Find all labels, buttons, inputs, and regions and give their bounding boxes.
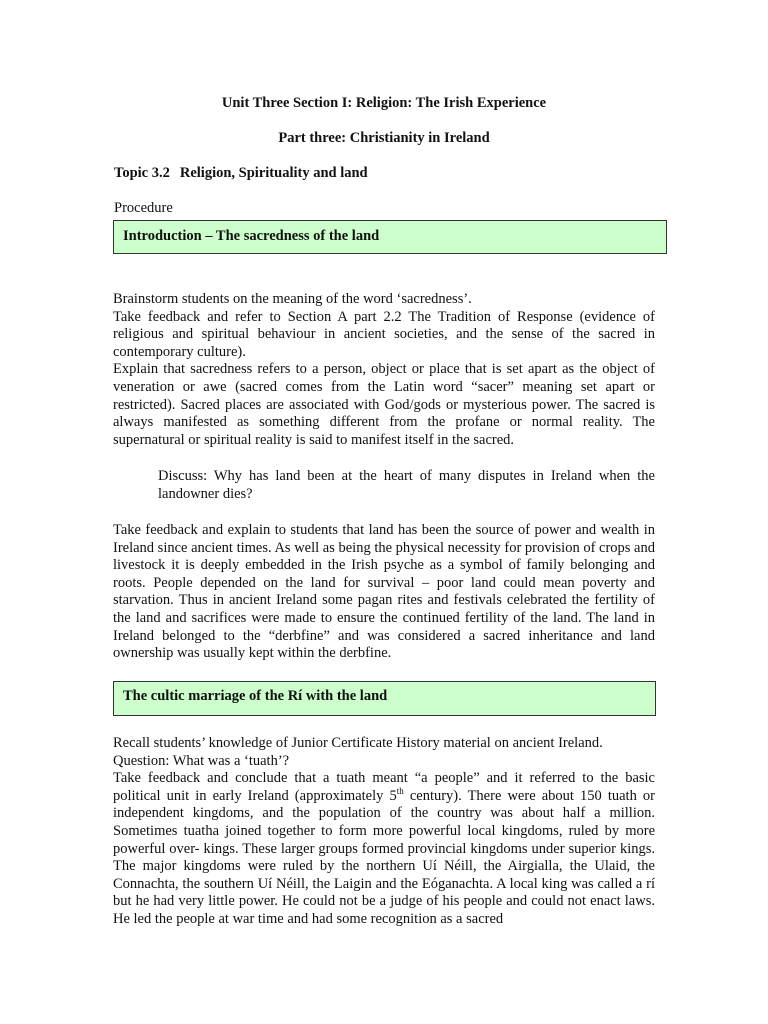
topic-title: Religion, Spirituality and land	[179, 165, 368, 181]
topic-number: Topic 3.2	[114, 165, 170, 181]
superscript: th	[396, 785, 404, 796]
paragraph: Brainstorm students on the meaning of the word ‘sacredness’.	[113, 291, 472, 307]
section-box-title: The cultic marriage of the Rí with the land	[123, 688, 388, 704]
paragraph: Take feedback and refer to Section A part 2.2 The Tradition of Response (evidence of religious and spiritual behaviour in ancient societies, and the sense of the sacred in contemporary culture).	[113, 308, 655, 360]
section-land-text: Take feedback and explain to students that land has been the source of power and wealth in Ireland since ancient times. As well as being the physical necessity for provision of crops and livestock it is deeply embedded in the Irish psyche as a symbol of family belonging and roots. People depended on the land for survival – poor land could mean poverty and starvation. Thus in ancient Ireland some pagan rites and festivals celebrated the fertility of the land and sacrifices were made to ensure the continued fertility of the land. The land in Ireland belonged to the “derbfine” and was considered a sacred inheritance and land ownership was usually kept within the derbfine.	[113, 522, 655, 662]
text-run: Take feedback and conclude that a tuath meant “a people” and it referred to the basic political unit in early Ireland (approximately 5	[113, 770, 655, 804]
paragraph	[113, 770, 655, 928]
section-box-title: Introduction – The sacredness of the land	[123, 228, 380, 244]
paragraph: Question: What was a ‘tuath’?	[113, 752, 290, 769]
topic-heading	[114, 165, 368, 182]
paragraph: Recall students’ knowledge of Junior Certificate History material on ancient Ireland.	[113, 735, 603, 751]
discuss-prompt: Discuss: Why has land been at the heart of many disputes in Ireland when the landowner dies?	[158, 468, 655, 502]
text-run: century). There were about 150 tuath or independent kingdoms, and the population of the country was about half a million. Sometimes tuatha joined together to form more powerful local kingdoms, ruled by more powerful over- kings. These larger groups formed provincial kingdoms under superior kings. The major kingdoms were ruled by the northern Uí Néill, the Airgialla, the Ulaid, the Connachta, the southern Uí Néill, the Laigin and the Eóganachta. A local king was called a rí but he had very little power. He could not be a judge of his people and could not enact laws. He led the people at war time and had some recognition as a sacred	[113, 787, 656, 927]
part-heading: Part three: Christianity in Ireland	[278, 130, 490, 146]
paragraph: Explain that sacredness refers to a person, object or place that is set apart as the object of veneration or awe (sacred comes from the Latin word “sacer” meaning set apart or restricted). Sacred places are associated with God/gods or mysterious power. The sacred is always manifested as something different from the profane or normal reality. The supernatural or spiritual reality is said to manifest itself in the sacred.	[113, 361, 655, 448]
document-title: Unit Three Section I: Religion: The Irish Experience	[221, 95, 547, 111]
procedure-label: Procedure	[114, 200, 173, 216]
section-introduction-text	[113, 291, 655, 449]
section-box-introduction	[113, 220, 667, 254]
section-box-cultic-marriage	[113, 681, 656, 716]
section-tuath-text	[113, 735, 655, 929]
